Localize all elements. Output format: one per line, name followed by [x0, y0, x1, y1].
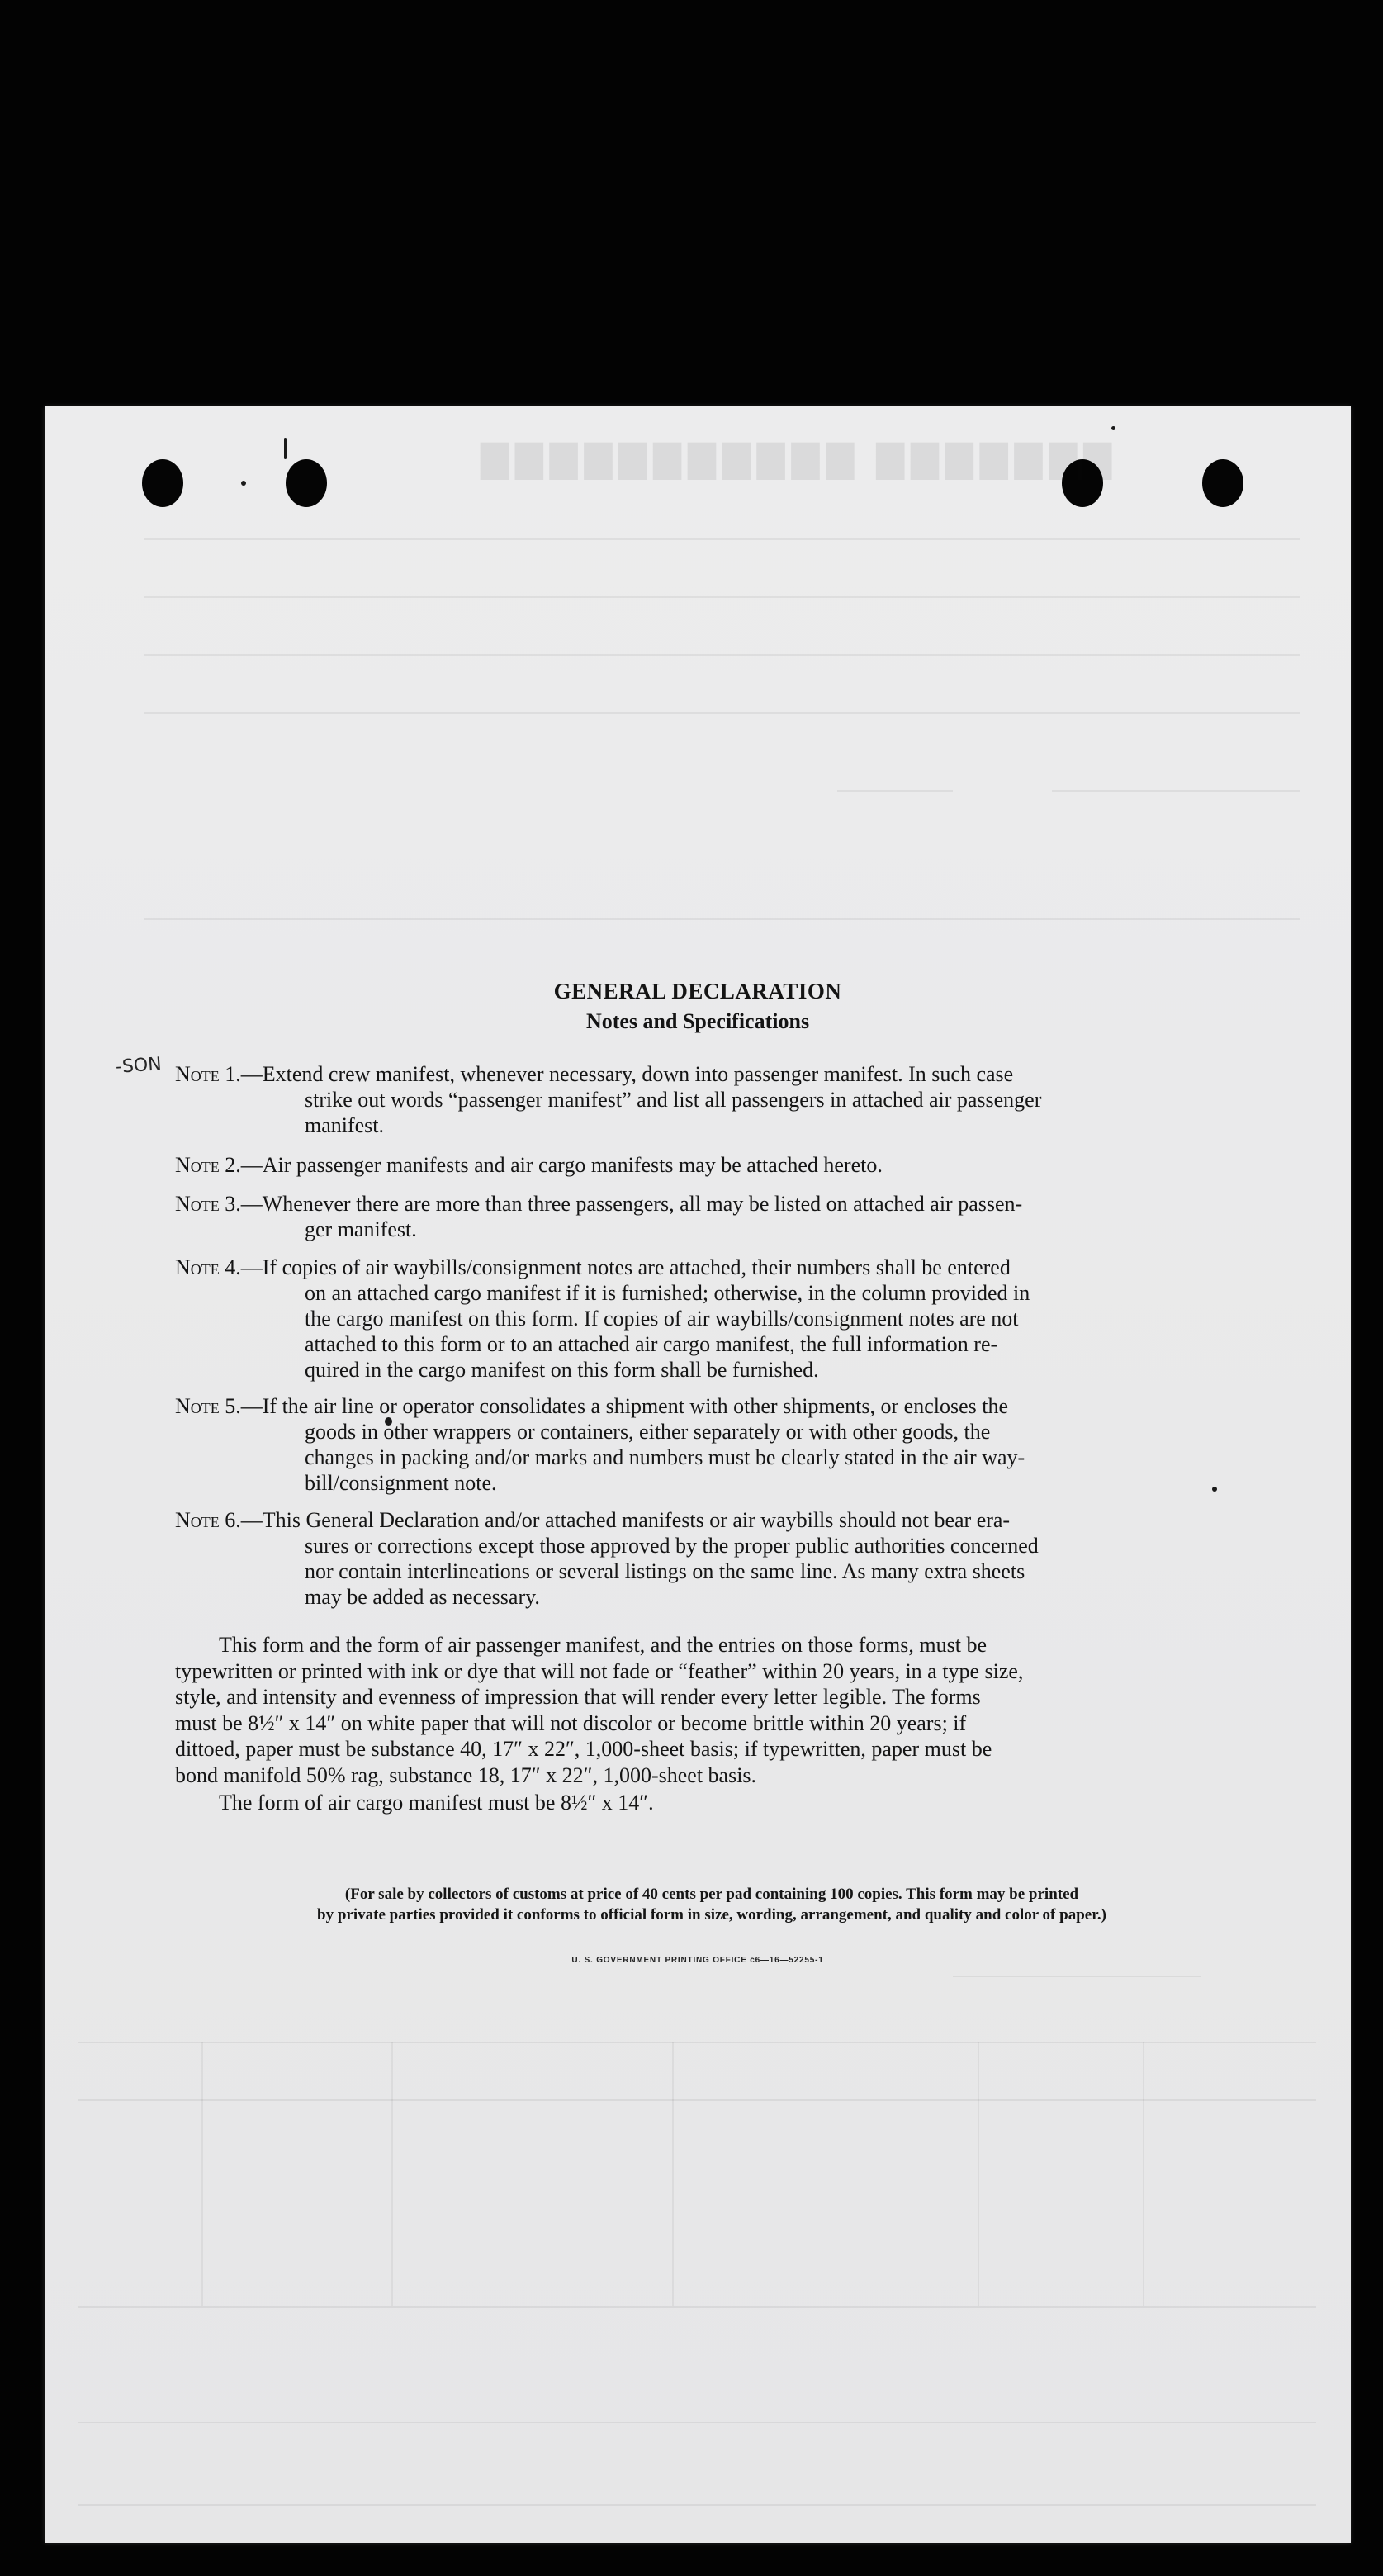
show-through-column	[391, 2042, 393, 2306]
punch-hole	[142, 459, 183, 507]
paragraph-line: style, and intensity and evenness of impression that will render every letter legible. The forms	[175, 1685, 981, 1709]
note-6	[175, 1507, 1248, 1610]
document-sheet	[45, 406, 1351, 2543]
note-label: Note 3.	[175, 1192, 241, 1216]
speck	[284, 438, 287, 459]
note-text-line: —Air passenger manifests and air cargo manifests may be attached hereto.	[240, 1153, 883, 1177]
note-text-line: —Extend crew manifest, whenever necessary, down into passenger manifest. In such case	[240, 1062, 1014, 1086]
note-text-line: —If the air line or operator consolidates a shipment with other shipments, or encloses the	[240, 1394, 1009, 1418]
paragraph-line: dittoed, paper must be substance 40, 17″ x 22″, 1,000-sheet basis; if typewritten, paper must be	[175, 1737, 992, 1761]
note-text-line: —If copies of air waybills/consignment notes are attached, their numbers shall be entered	[240, 1255, 1011, 1279]
show-through-rule	[144, 596, 1300, 598]
note-label: Note 1.	[175, 1062, 241, 1086]
document-title: GENERAL DECLARATION	[553, 979, 842, 1003]
handwritten-margin-mark: -SON	[115, 1054, 163, 1078]
show-through-rule	[144, 654, 1300, 656]
paragraph-line: This form and the form of air passenger manifest, and the entries on those forms, must be	[219, 1633, 987, 1657]
sale-notice-line: (For sale by collectors of customs at price of 40 cents per pad containing 100 copies. This form may be printed	[344, 1886, 1079, 1903]
paragraph-line: typewritten or printed with ink or dye that will not fade or “feather” within 20 years, in a type size,	[175, 1658, 1024, 1683]
note-text-line: —This General Declaration and/or attached manifests or air waybills should not bear era-	[240, 1508, 1011, 1532]
note-text-line: on an attached cargo manifest if it is furnished; otherwise, in the column provided in	[305, 1281, 1030, 1305]
show-through-rule	[1052, 790, 1300, 792]
show-through-column	[1143, 2042, 1144, 2306]
note-5	[175, 1393, 1248, 1496]
show-through-rule	[144, 918, 1300, 920]
show-through-rule	[78, 2099, 1316, 2101]
speck	[1111, 426, 1115, 430]
show-through-rule	[78, 2422, 1316, 2423]
show-through-column	[672, 2042, 674, 2306]
show-through-rule	[953, 1976, 1201, 1977]
note-text-line: ger manifest.	[305, 1217, 417, 1241]
note-text-line: —Whenever there are more than three passengers, all may be listed on attached air passen-	[240, 1192, 1023, 1216]
show-through-column	[978, 2042, 979, 2306]
document-subtitle: Notes and Specifications	[585, 1009, 810, 1033]
note-label: Note 2.	[175, 1153, 241, 1177]
punch-hole	[1202, 459, 1243, 507]
show-through-rule	[78, 2306, 1316, 2308]
sale-notice	[175, 1884, 1248, 1925]
note-label: Note 5.	[175, 1394, 241, 1418]
cargo-manifest-size: The form of air cargo manifest must be 8½″ x 14″.	[219, 1791, 654, 1815]
specifications-paragraph	[175, 1632, 1248, 1788]
paragraph-line: must be 8½″ x 14″ on white paper that will not discolor or become brittle within 20 years; if	[175, 1710, 967, 1735]
note-label: Note 6.	[175, 1508, 241, 1532]
note-2	[175, 1152, 1248, 1178]
punch-hole	[286, 459, 327, 507]
show-through-rule	[837, 790, 953, 792]
note-1	[175, 1061, 1248, 1138]
show-through-column	[201, 2042, 203, 2306]
note-text-line: sures or corrections except those approved by the proper public authorities concerned	[305, 1534, 1039, 1558]
note-4	[175, 1255, 1248, 1383]
note-text-line: manifest.	[305, 1113, 385, 1137]
sale-notice-line: by private parties provided it conforms to official form in size, wording, arrangement, and quality and color of paper.)	[317, 1906, 1106, 1924]
note-text-line: the cargo manifest on this form. If copies of air waybills/consignment notes are not	[305, 1307, 1019, 1331]
show-through-decoration: ▇▇▇▇▇▇▇ ▇▇▇▇▇▇▇▇▇▇▇	[474, 439, 1112, 479]
printer-imprint: U. S. GOVERNMENT PRINTING OFFICE c6—16—52255-1	[571, 1956, 824, 1965]
note-text-line: nor contain interlineations or several listings on the same line. As many extra sheets	[305, 1559, 1025, 1583]
speck	[241, 481, 246, 486]
note-text-line: attached to this form or to an attached air cargo manifest, the full information re-	[305, 1332, 998, 1356]
note-label: Note 4.	[175, 1255, 241, 1279]
note-text-line: strike out words “passenger manifest” and list all passengers in attached air passenger	[305, 1088, 1042, 1112]
show-through-rule	[144, 538, 1300, 540]
note-text-line: changes in packing and/or marks and numbers must be clearly stated in the air way-	[305, 1445, 1025, 1469]
note-text-line: bill/consignment note.	[305, 1471, 497, 1495]
note-text-line: quired in the cargo manifest on this form shall be furnished.	[305, 1358, 819, 1382]
show-through-rule	[144, 712, 1300, 714]
show-through-rule	[78, 2504, 1316, 2506]
paragraph-line: bond manifold 50% rag, substance 18, 17″ x 22″, 1,000-sheet basis.	[175, 1762, 757, 1787]
note-3	[175, 1191, 1248, 1242]
note-text-line: may be added as necessary.	[305, 1585, 540, 1609]
note-text-line: goods in other wrappers or containers, either separately or with other goods, the	[305, 1420, 991, 1444]
show-through-rule	[78, 2042, 1316, 2043]
